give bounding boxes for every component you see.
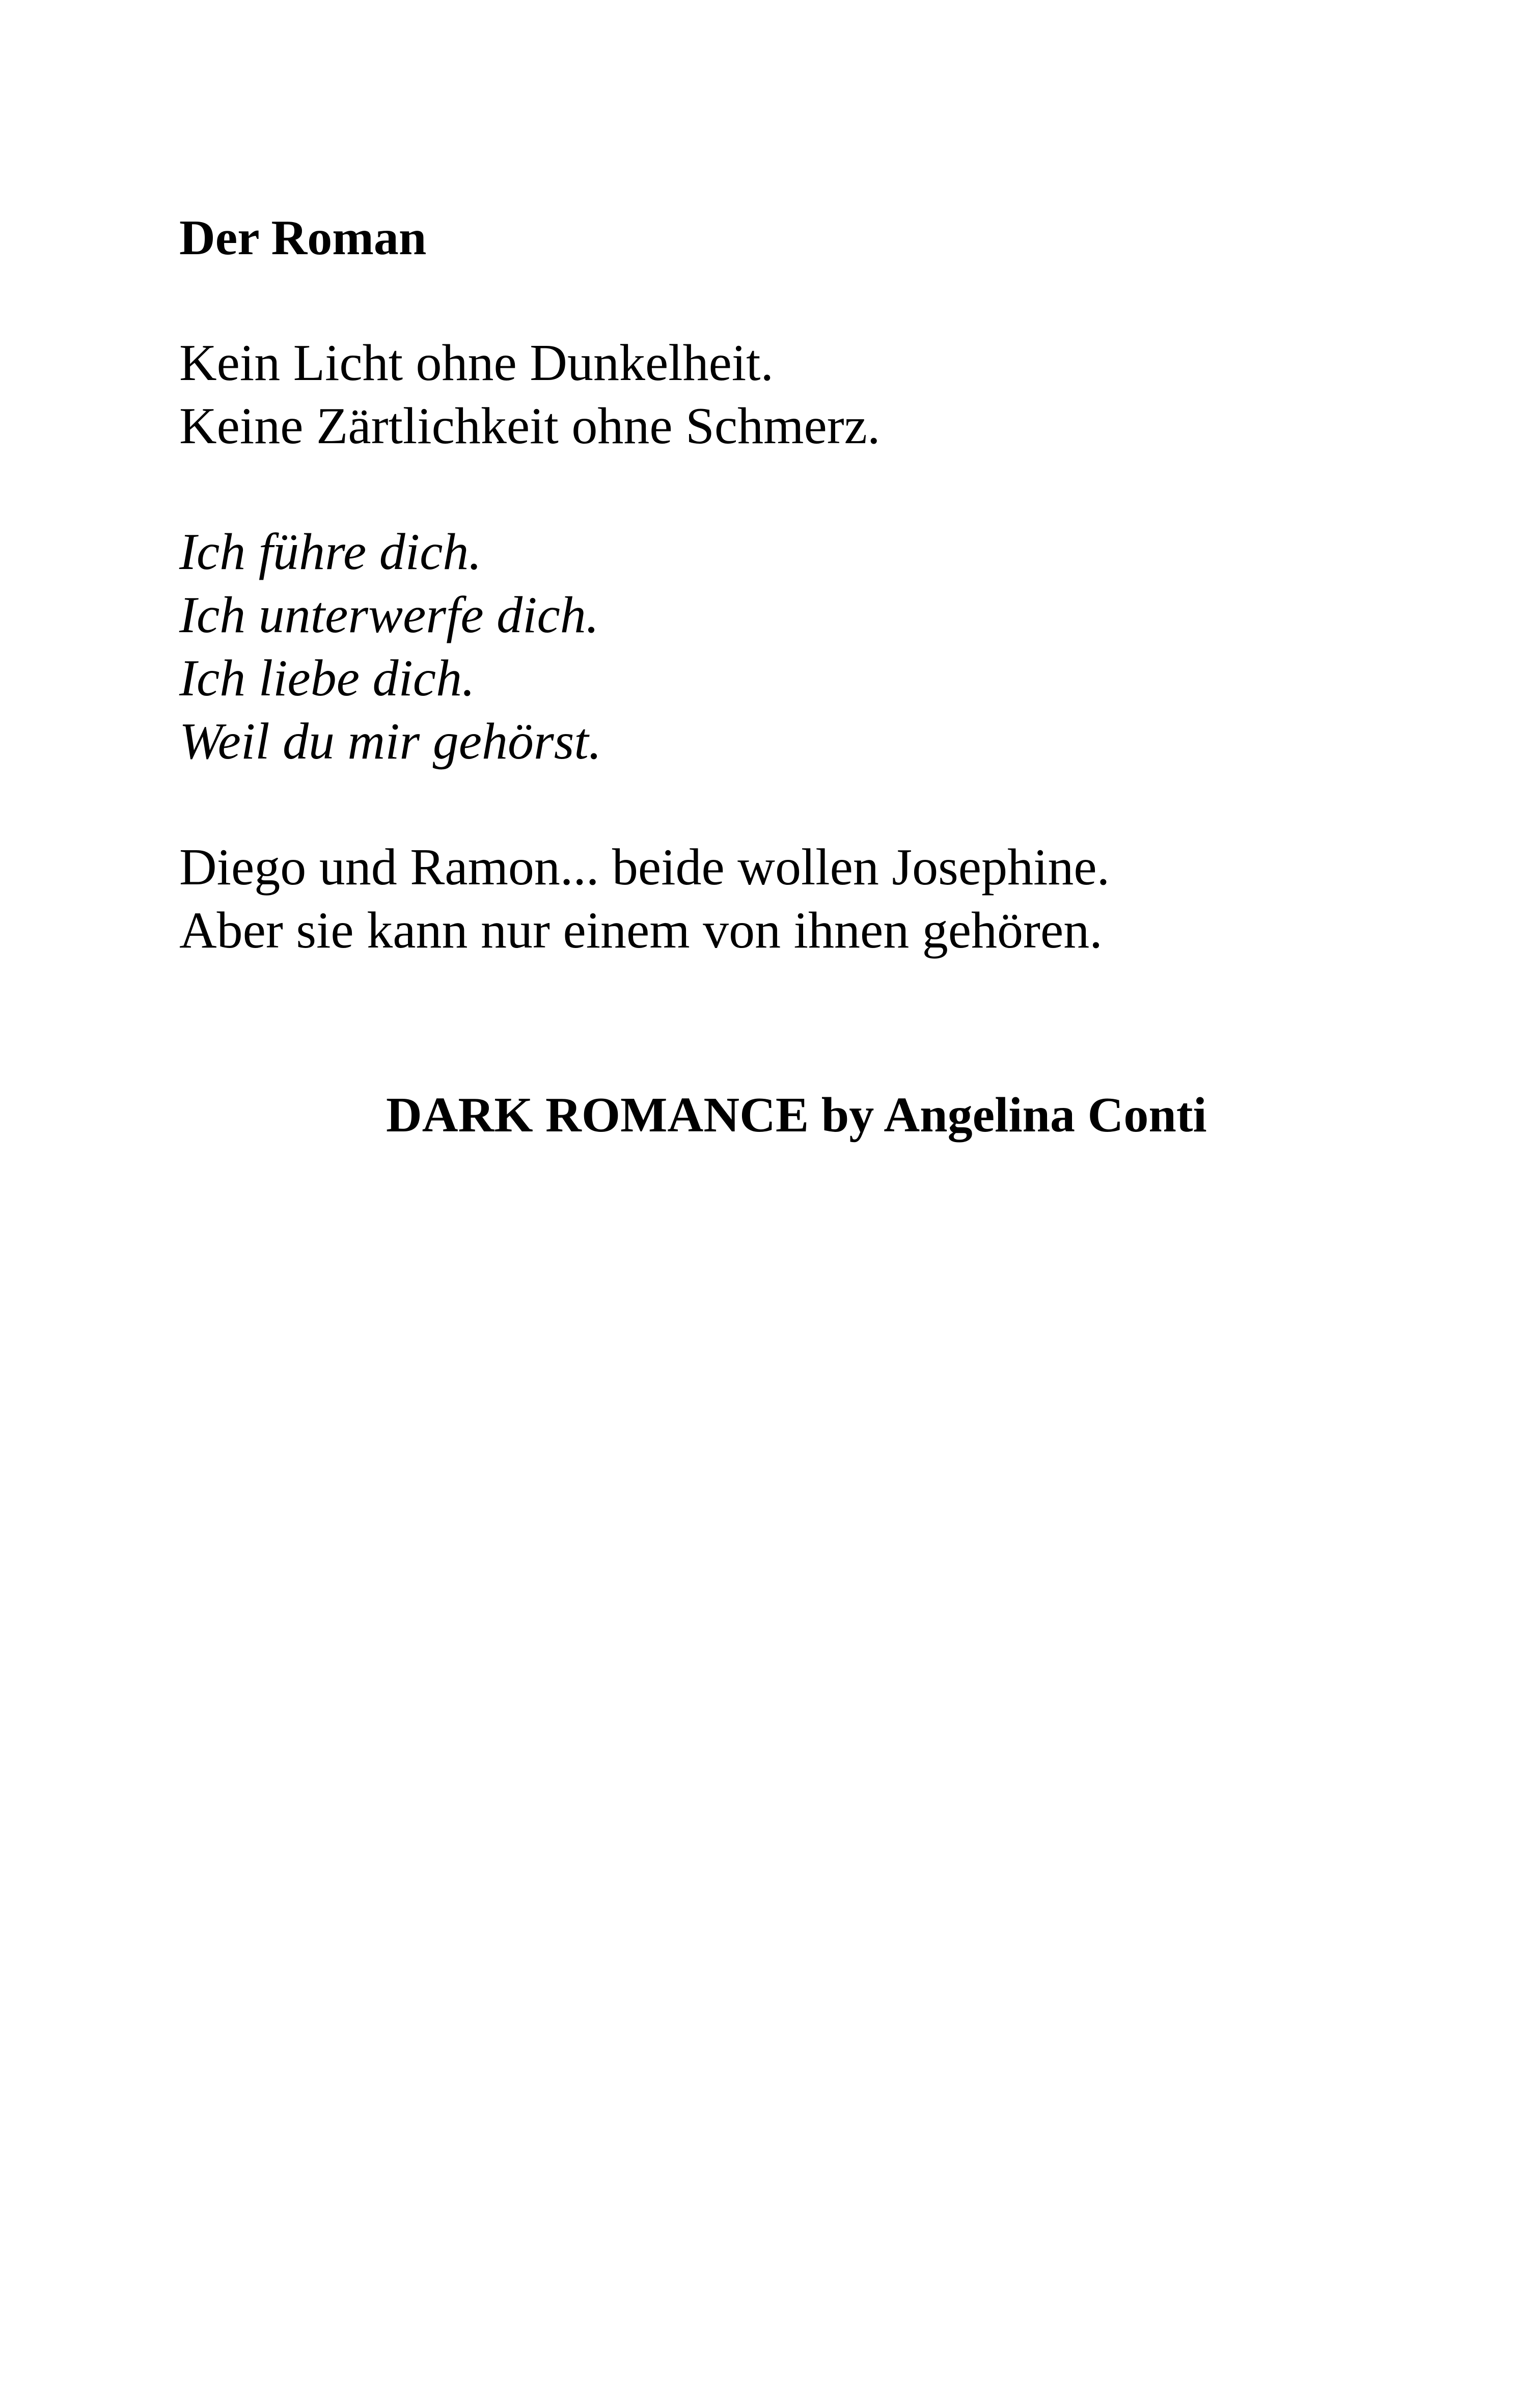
italic-line-2: Ich unterwerfe dich. (179, 586, 599, 644)
italic-line-1: Ich führe dich. (179, 523, 482, 581)
story-line-1: Diego und Ramon... beide wollen Josephine. (179, 838, 1110, 896)
book-title-author: DARK ROMANCE by Angelina Conti (386, 1088, 1207, 1143)
section-heading: Der Roman (179, 210, 427, 265)
story-line-2: Aber sie kann nur einem von ihnen gehören. (179, 902, 1103, 959)
intro-line-2: Keine Zärtlichkeit ohne Schmerz. (179, 397, 881, 455)
italic-line-3: Ich liebe dich. (179, 649, 475, 707)
intro-line-1: Kein Licht ohne Dunkelheit. (179, 334, 774, 392)
italic-line-4: Weil du mir gehörst. (179, 713, 602, 770)
